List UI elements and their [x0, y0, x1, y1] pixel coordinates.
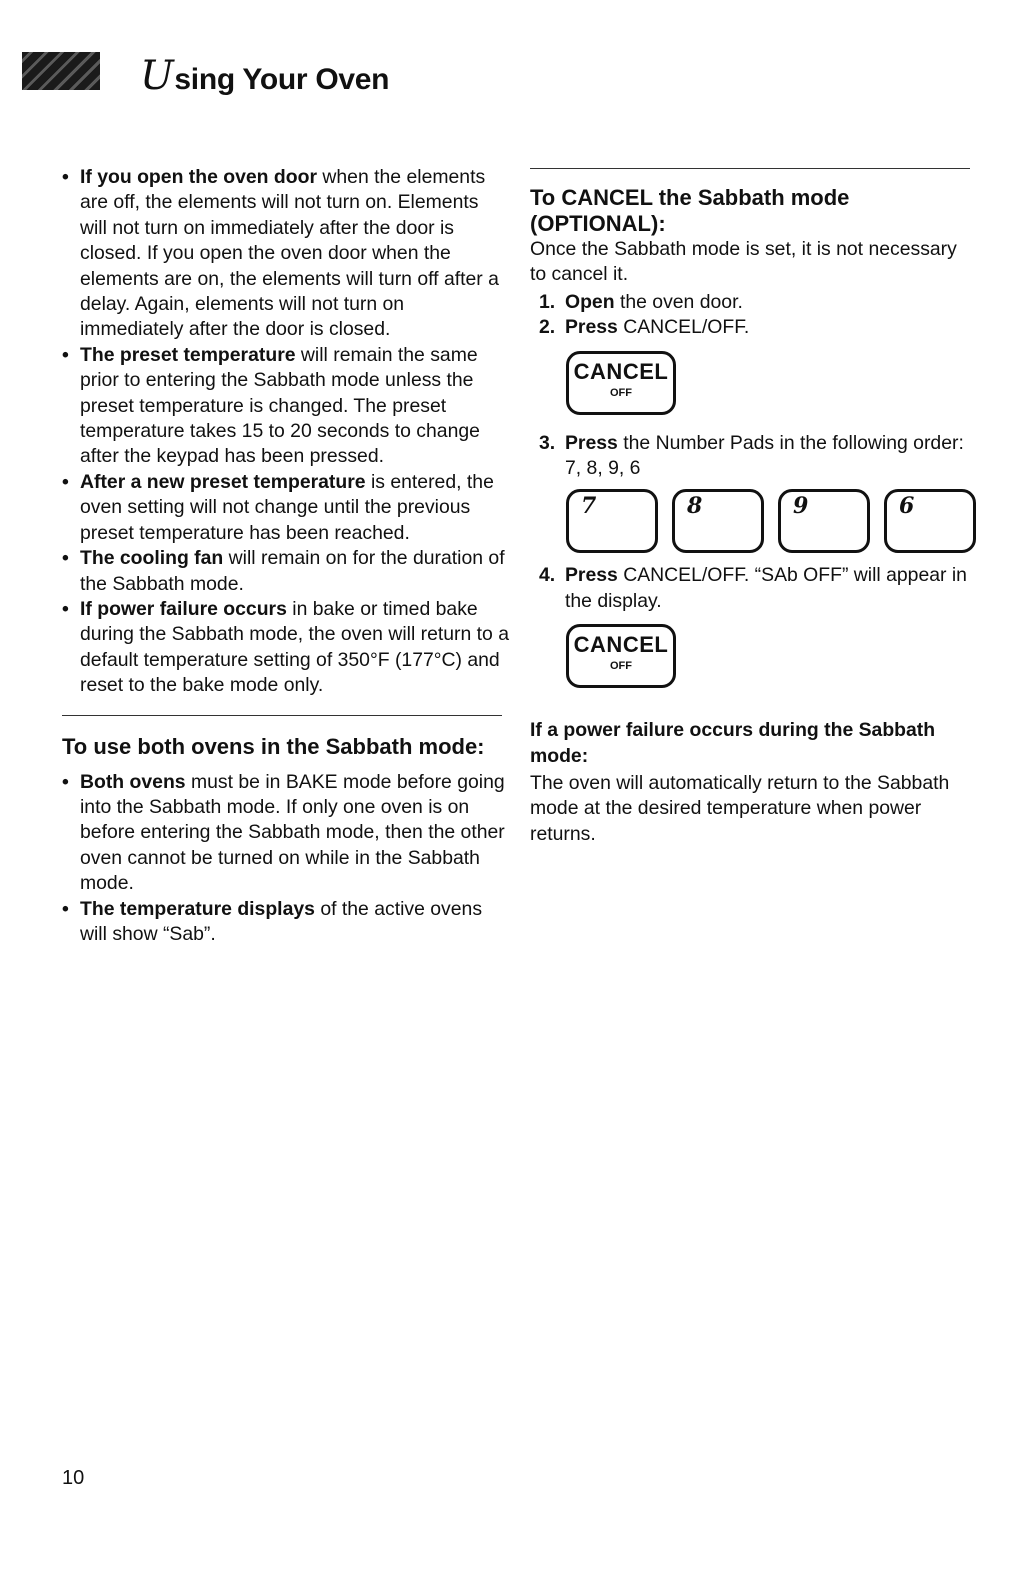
- cancel-steps-list: [530, 290, 978, 341]
- key-digit: 9: [793, 493, 809, 520]
- number-key-6-icon: [884, 489, 976, 553]
- step-lead: Press: [565, 316, 618, 339]
- key-label: CANCEL: [573, 632, 669, 658]
- list-item-text: of the active ovens will show “Sab”.: [80, 897, 483, 945]
- cancel-sabbath-heading: To CANCEL the Sabbath mode (OPTIONAL):: [530, 185, 850, 236]
- number-key-7-icon: [566, 489, 658, 553]
- step-lead: Open: [565, 290, 615, 313]
- step-item: [530, 315, 978, 340]
- power-failure-heading: If a power failure occurs during the Sabbath mode:: [530, 719, 936, 767]
- both-ovens-list: [62, 770, 510, 948]
- step-lead: Press: [565, 431, 618, 454]
- page-number: 10: [62, 1467, 85, 1489]
- step-lead: Press: [565, 564, 618, 587]
- list-item-text: must be in BAKE mode before going into the Sabbath mode. If only one oven is on before entering the Sabbath mode, then the other oven cannot be turned on while in the Sabbath mode.: [80, 770, 505, 895]
- page-title: [140, 54, 389, 98]
- step-number: 1.: [539, 290, 556, 313]
- number-pad-keys: [566, 489, 978, 553]
- cancel-steps-list-final: [530, 563, 978, 614]
- number-key-8-icon: [672, 489, 764, 553]
- list-item: [62, 597, 510, 699]
- list-item: [62, 897, 510, 948]
- title-initial: U: [140, 53, 174, 99]
- list-item: [62, 546, 510, 597]
- both-ovens-heading: To use both ovens in the Sabbath mode:: [62, 733, 485, 759]
- list-item-lead: If you open the oven door: [80, 166, 317, 188]
- step-item: [530, 431, 978, 482]
- list-item-lead: After a new preset temperature: [80, 470, 366, 493]
- list-item-text: is entered, the oven setting will not change until the previous preset temperature has been reached.: [80, 470, 494, 544]
- number-key-9-icon: [778, 489, 870, 553]
- cancel-off-key-icon: [566, 351, 676, 415]
- step-number: 2.: [539, 316, 556, 339]
- step-number: 3.: [539, 431, 556, 454]
- key-sublabel: OFF: [610, 660, 632, 673]
- list-item-text: in bake or timed bake during the Sabbath mode, the oven will return to a default temperature setting of 350°F (177°C) and reset to the bake mode only.: [80, 597, 510, 697]
- title-text: sing Your Oven: [174, 63, 390, 96]
- key-sublabel: OFF: [610, 386, 632, 399]
- key-label: CANCEL: [573, 358, 669, 384]
- cancel-steps-list-continued: [530, 431, 978, 482]
- list-item-lead: The preset temperature: [80, 343, 296, 366]
- right-column: [530, 168, 978, 847]
- cancel-off-key-icon: [566, 624, 676, 688]
- list-item: [62, 343, 510, 470]
- sabbath-notes-list: [62, 165, 510, 699]
- list-item: [62, 770, 510, 897]
- cancel-intro-text: Once the Sabbath mode is set, it is not necessary to cancel it.: [530, 238, 957, 286]
- list-item: [62, 165, 510, 343]
- list-item-lead: The temperature displays: [80, 897, 315, 920]
- step-item: [530, 563, 978, 614]
- list-item-text: when the elements are off, the elements will not turn on. Elements will not turn on immediately after the door is closed. If you open the oven door when the elements are on, the elements will turn off after a delay. Again, elements will not turn on immediately after the door is closed.: [80, 166, 499, 341]
- list-item-lead: If power failure occurs: [80, 597, 287, 620]
- step-text: CANCEL/OFF. “SAb OFF” will appear in the display.: [565, 564, 967, 612]
- left-column: [62, 165, 510, 947]
- list-item-lead: Both ovens: [80, 770, 186, 793]
- power-failure-text: The oven will automatically return to the Sabbath mode at the desired temperature when power returns.: [530, 772, 950, 845]
- list-item-text: will remain on for the duration of the Sabbath mode.: [80, 547, 505, 595]
- list-item: [62, 470, 510, 546]
- key-digit: 7: [581, 493, 597, 520]
- key-digit: 6: [899, 493, 915, 520]
- step-text: CANCEL/OFF.: [617, 316, 750, 339]
- section-divider: [62, 715, 502, 716]
- list-item-text: will remain the same prior to entering the Sabbath mode unless the preset temperature is changed. The preset temperature takes 15 to 20 seconds to change after the keypad has been pressed.: [80, 343, 480, 468]
- section-divider: [530, 168, 970, 169]
- list-item-lead: The cooling fan: [80, 547, 224, 570]
- step-item: [530, 290, 978, 315]
- step-number: 4.: [539, 564, 556, 587]
- header-logo-icon: [22, 52, 100, 90]
- step-text: the Number Pads in the following order: 7, 8, 9, 6: [565, 431, 964, 480]
- step-text: the oven door.: [614, 290, 743, 313]
- key-digit: 8: [687, 493, 703, 520]
